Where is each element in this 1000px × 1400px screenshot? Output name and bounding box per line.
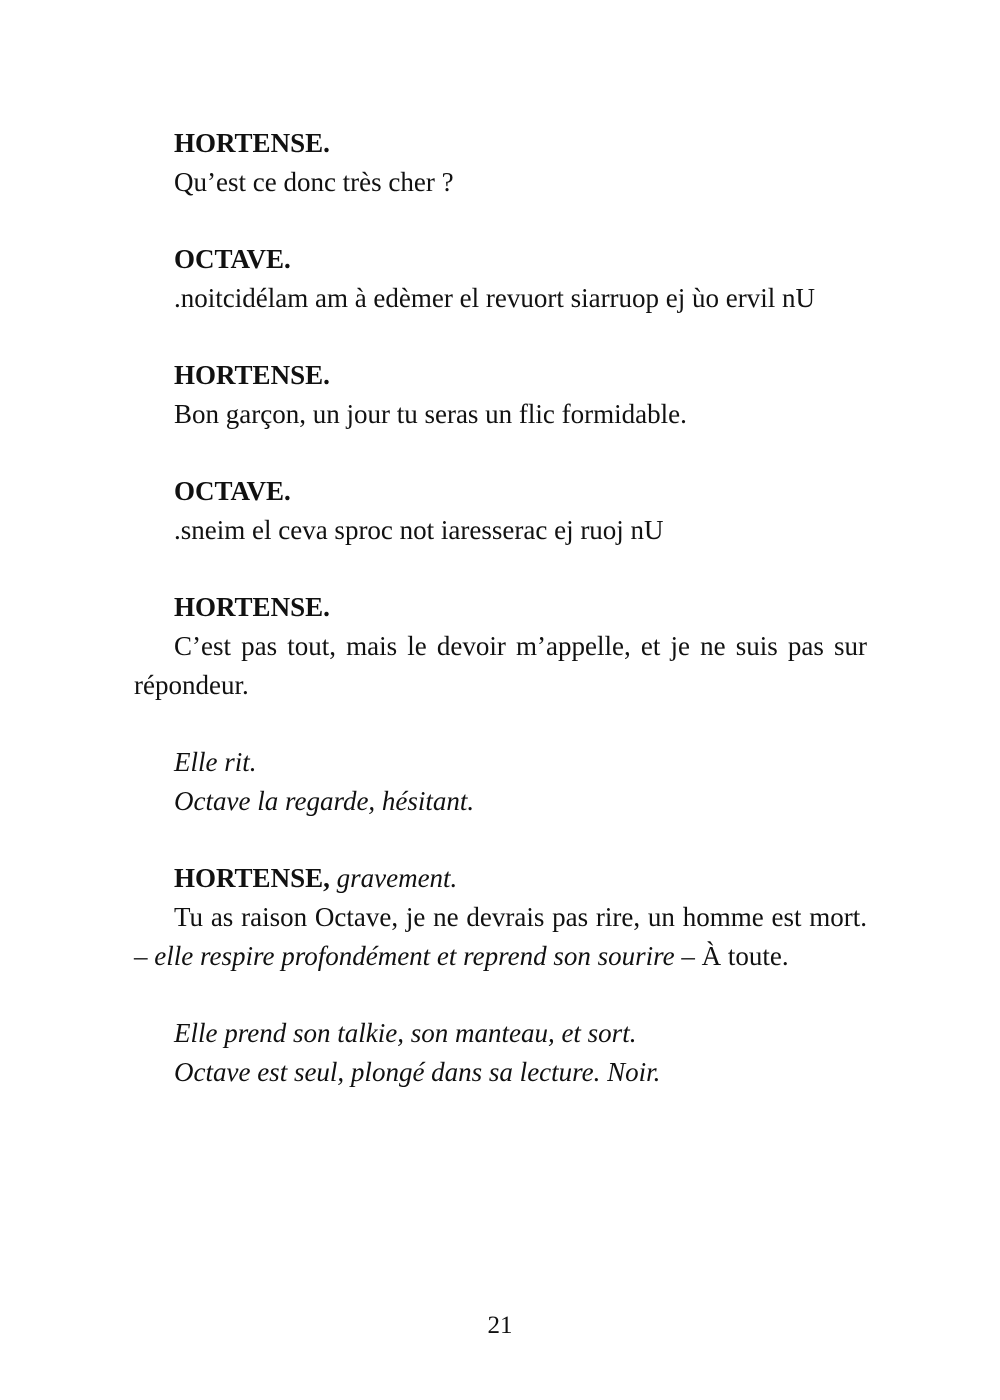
dialogue-paragraph: C’est pas tout, mais le devoir m’appelle, et je ne suis pas sur répondeur. xyxy=(134,631,867,700)
dialogue-text: Tu as raison Octave, je ne devrais pas rire, un homme est mort. – xyxy=(134,902,867,971)
page-number: 21 xyxy=(487,1312,513,1339)
speaker-name: OCTAVE. xyxy=(174,476,291,506)
stage-direction: Octave la regarde, hésitant. xyxy=(174,786,475,816)
dialogue-text: – À toute. xyxy=(674,941,789,971)
stage-direction: Octave est seul, plongé dans sa lecture. Noir. xyxy=(174,1057,661,1087)
stage-direction: Elle prend son talkie, son manteau, et sort. xyxy=(174,1018,637,1048)
speaker-name: HORTENSE. xyxy=(174,592,330,622)
speaker-name: HORTENSE. xyxy=(174,360,330,390)
dialogue-paragraph xyxy=(134,898,867,976)
page-body xyxy=(134,124,867,1092)
dialogue-line: Qu’est ce donc très cher ? xyxy=(174,167,454,197)
dialogue-line: .sneim el ceva sproc not iaresserac ej ruoj nU xyxy=(174,515,664,545)
dialogue-line: .noitcidélam am à edèmer el revuort siarruop ej ùo ervil nU xyxy=(174,283,816,313)
inline-stage-direction: elle respire profondément et reprend son sourire xyxy=(154,941,675,971)
speaker-heading xyxy=(134,859,867,898)
stage-direction: Elle rit. xyxy=(174,747,257,777)
speaker-name: HORTENSE, xyxy=(174,863,330,893)
dialogue-line: Bon garçon, un jour tu seras un flic formidable. xyxy=(174,399,687,429)
speaker-direction: gravement. xyxy=(336,863,458,893)
speaker-name: HORTENSE. xyxy=(174,128,330,158)
speaker-name: OCTAVE. xyxy=(174,244,291,274)
